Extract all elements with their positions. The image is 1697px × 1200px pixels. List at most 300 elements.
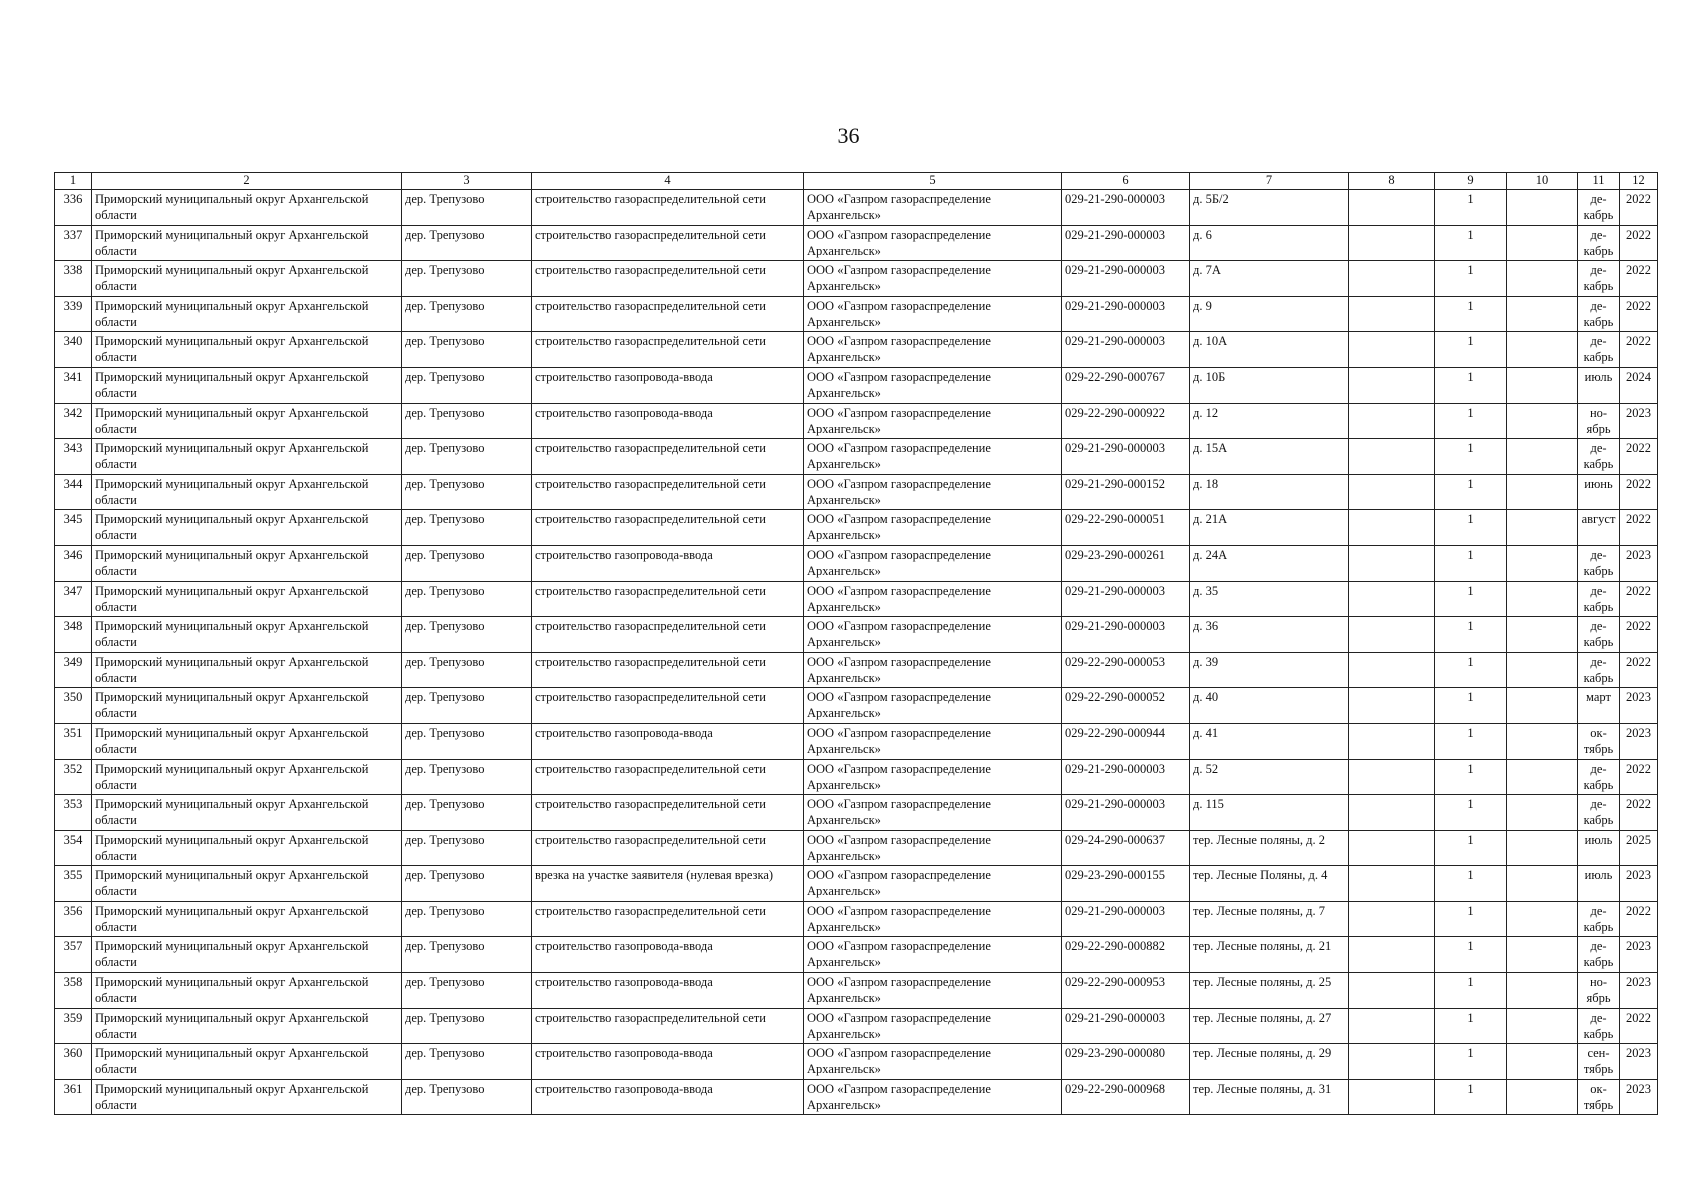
table-body [55, 190, 1658, 1115]
work-type-cell: строительство газопровода-ввода [532, 403, 804, 439]
table-row [55, 901, 1658, 937]
column-header: 8 [1349, 173, 1435, 190]
organization-cell: ООО «Газпром газораспределение Архангельск» [804, 617, 1062, 653]
empty-cell [1349, 332, 1435, 368]
district-cell: Приморский муниципальный округ Архангельской области [92, 225, 402, 261]
empty-cell [1349, 474, 1435, 510]
empty-cell [1349, 261, 1435, 297]
address-cell: тер. Лесные поляны, д. 31 [1190, 1079, 1349, 1115]
row-number: 352 [55, 759, 92, 795]
year-cell: 2022 [1620, 474, 1658, 510]
quantity-cell: 1 [1435, 1044, 1507, 1080]
organization-cell: ООО «Газпром газораспределение Архангельск» [804, 474, 1062, 510]
permit-number-cell: 029-23-290-000080 [1062, 1044, 1190, 1080]
year-cell: 2022 [1620, 332, 1658, 368]
district-cell: Приморский муниципальный округ Архангельской области [92, 937, 402, 973]
row-number: 348 [55, 617, 92, 653]
settlement-cell: дер. Трепузово [402, 225, 532, 261]
settlement-cell: дер. Трепузово [402, 332, 532, 368]
empty-cell [1507, 1079, 1578, 1115]
row-number: 339 [55, 296, 92, 332]
work-type-cell: строительство газораспределительной сети [532, 688, 804, 724]
year-cell: 2023 [1620, 723, 1658, 759]
quantity-cell: 1 [1435, 474, 1507, 510]
quantity-cell: 1 [1435, 581, 1507, 617]
month-cell: де-кабрь [1578, 190, 1620, 226]
year-cell: 2023 [1620, 688, 1658, 724]
empty-cell [1507, 296, 1578, 332]
month-cell: де-кабрь [1578, 581, 1620, 617]
organization-cell: ООО «Газпром газораспределение Архангельск» [804, 296, 1062, 332]
table-row [55, 545, 1658, 581]
row-number: 341 [55, 367, 92, 403]
quantity-cell: 1 [1435, 688, 1507, 724]
year-cell: 2023 [1620, 937, 1658, 973]
district-cell: Приморский муниципальный округ Архангельской области [92, 190, 402, 226]
permit-number-cell: 029-21-290-000003 [1062, 617, 1190, 653]
column-header: 6 [1062, 173, 1190, 190]
row-number: 354 [55, 830, 92, 866]
year-cell: 2023 [1620, 1044, 1658, 1080]
district-cell: Приморский муниципальный округ Архангельской области [92, 439, 402, 475]
district-cell: Приморский муниципальный округ Архангельской области [92, 830, 402, 866]
row-number: 359 [55, 1008, 92, 1044]
table-row [55, 652, 1658, 688]
work-type-cell: строительство газораспределительной сети [532, 261, 804, 297]
year-cell: 2022 [1620, 652, 1658, 688]
settlement-cell: дер. Трепузово [402, 759, 532, 795]
row-number: 347 [55, 581, 92, 617]
month-cell: ок-тябрь [1578, 723, 1620, 759]
work-type-cell: строительство газораспределительной сети [532, 617, 804, 653]
work-type-cell: строительство газораспределительной сети [532, 439, 804, 475]
quantity-cell: 1 [1435, 332, 1507, 368]
empty-cell [1349, 367, 1435, 403]
year-cell: 2022 [1620, 296, 1658, 332]
organization-cell: ООО «Газпром газораспределение Архангельск» [804, 688, 1062, 724]
permit-number-cell: 029-21-290-000003 [1062, 901, 1190, 937]
work-type-cell: строительство газопровода-ввода [532, 723, 804, 759]
work-type-cell: строительство газораспределительной сети [532, 510, 804, 546]
work-type-cell: строительство газораспределительной сети [532, 225, 804, 261]
settlement-cell: дер. Трепузово [402, 403, 532, 439]
year-cell: 2022 [1620, 190, 1658, 226]
settlement-cell: дер. Трепузово [402, 510, 532, 546]
quantity-cell: 1 [1435, 830, 1507, 866]
work-type-cell: строительство газопровода-ввода [532, 367, 804, 403]
month-cell: июль [1578, 367, 1620, 403]
empty-cell [1349, 688, 1435, 724]
work-type-cell: строительство газораспределительной сети [532, 830, 804, 866]
organization-cell: ООО «Газпром газораспределение Архангельск» [804, 795, 1062, 831]
empty-cell [1349, 581, 1435, 617]
column-header: 4 [532, 173, 804, 190]
empty-cell [1349, 830, 1435, 866]
address-cell: д. 52 [1190, 759, 1349, 795]
work-type-cell: строительство газораспределительной сети [532, 759, 804, 795]
address-cell: д. 35 [1190, 581, 1349, 617]
month-cell: де-кабрь [1578, 901, 1620, 937]
address-cell: д. 36 [1190, 617, 1349, 653]
table-row [55, 296, 1658, 332]
row-number: 358 [55, 973, 92, 1009]
empty-cell [1507, 830, 1578, 866]
year-cell: 2022 [1620, 261, 1658, 297]
empty-cell [1349, 510, 1435, 546]
district-cell: Приморский муниципальный округ Архангельской области [92, 261, 402, 297]
row-number: 342 [55, 403, 92, 439]
district-cell: Приморский муниципальный округ Архангельской области [92, 1008, 402, 1044]
work-type-cell: строительство газораспределительной сети [532, 652, 804, 688]
empty-cell [1349, 652, 1435, 688]
settlement-cell: дер. Трепузово [402, 296, 532, 332]
address-cell: д. 18 [1190, 474, 1349, 510]
address-cell: д. 15А [1190, 439, 1349, 475]
empty-cell [1349, 225, 1435, 261]
quantity-cell: 1 [1435, 866, 1507, 902]
year-cell: 2022 [1620, 510, 1658, 546]
empty-cell [1507, 723, 1578, 759]
table-row [55, 759, 1658, 795]
permit-number-cell: 029-23-290-000261 [1062, 545, 1190, 581]
month-cell: ок-тябрь [1578, 1079, 1620, 1115]
table-row [55, 617, 1658, 653]
permit-number-cell: 029-22-290-000052 [1062, 688, 1190, 724]
row-number: 353 [55, 795, 92, 831]
settlement-cell: дер. Трепузово [402, 652, 532, 688]
quantity-cell: 1 [1435, 617, 1507, 653]
table-row [55, 439, 1658, 475]
address-cell: д. 39 [1190, 652, 1349, 688]
column-header: 7 [1190, 173, 1349, 190]
organization-cell: ООО «Газпром газораспределение Архангельск» [804, 225, 1062, 261]
permit-number-cell: 029-21-290-000003 [1062, 795, 1190, 831]
organization-cell: ООО «Газпром газораспределение Архангельск» [804, 403, 1062, 439]
empty-cell [1349, 1079, 1435, 1115]
settlement-cell: дер. Трепузово [402, 261, 532, 297]
column-header: 9 [1435, 173, 1507, 190]
settlement-cell: дер. Трепузово [402, 830, 532, 866]
settlement-cell: дер. Трепузово [402, 439, 532, 475]
work-type-cell: строительство газораспределительной сети [532, 190, 804, 226]
organization-cell: ООО «Газпром газораспределение Архангельск» [804, 759, 1062, 795]
empty-cell [1349, 795, 1435, 831]
table-row [55, 403, 1658, 439]
row-number: 338 [55, 261, 92, 297]
permit-number-cell: 029-22-290-000053 [1062, 652, 1190, 688]
address-cell: д. 7А [1190, 261, 1349, 297]
empty-cell [1349, 190, 1435, 226]
row-number: 349 [55, 652, 92, 688]
column-header: 3 [402, 173, 532, 190]
district-cell: Приморский муниципальный округ Архангельской области [92, 367, 402, 403]
work-type-cell: врезка на участке заявителя (нулевая врезка) [532, 866, 804, 902]
empty-cell [1349, 617, 1435, 653]
address-cell: д. 10Б [1190, 367, 1349, 403]
year-cell: 2025 [1620, 830, 1658, 866]
work-type-cell: строительство газораспределительной сети [532, 296, 804, 332]
row-number: 350 [55, 688, 92, 724]
quantity-cell: 1 [1435, 652, 1507, 688]
district-cell: Приморский муниципальный округ Архангельской области [92, 617, 402, 653]
settlement-cell: дер. Трепузово [402, 1044, 532, 1080]
row-number: 356 [55, 901, 92, 937]
organization-cell: ООО «Газпром газораспределение Архангельск» [804, 1079, 1062, 1115]
permit-number-cell: 029-21-290-000003 [1062, 1008, 1190, 1044]
year-cell: 2022 [1620, 901, 1658, 937]
empty-cell [1507, 261, 1578, 297]
district-cell: Приморский муниципальный округ Архангельской области [92, 901, 402, 937]
settlement-cell: дер. Трепузово [402, 545, 532, 581]
quantity-cell: 1 [1435, 937, 1507, 973]
settlement-cell: дер. Трепузово [402, 617, 532, 653]
district-cell: Приморский муниципальный округ Архангельской области [92, 759, 402, 795]
permit-number-cell: 029-22-290-000882 [1062, 937, 1190, 973]
year-cell: 2023 [1620, 1079, 1658, 1115]
permit-number-cell: 029-21-290-000003 [1062, 225, 1190, 261]
row-number: 344 [55, 474, 92, 510]
organization-cell: ООО «Газпром газораспределение Архангельск» [804, 367, 1062, 403]
column-header: 1 [55, 173, 92, 190]
empty-cell [1349, 1008, 1435, 1044]
year-cell: 2023 [1620, 545, 1658, 581]
row-number: 360 [55, 1044, 92, 1080]
month-cell: август [1578, 510, 1620, 546]
year-cell: 2022 [1620, 1008, 1658, 1044]
empty-cell [1349, 1044, 1435, 1080]
month-cell: де-кабрь [1578, 225, 1620, 261]
work-type-cell: строительство газораспределительной сети [532, 581, 804, 617]
empty-cell [1507, 901, 1578, 937]
permit-number-cell: 029-21-290-000003 [1062, 190, 1190, 226]
work-type-cell: строительство газораспределительной сети [532, 795, 804, 831]
row-number: 357 [55, 937, 92, 973]
empty-cell [1507, 1044, 1578, 1080]
month-cell: июнь [1578, 474, 1620, 510]
settlement-cell: дер. Трепузово [402, 795, 532, 831]
empty-cell [1507, 332, 1578, 368]
month-cell: де-кабрь [1578, 937, 1620, 973]
month-cell: март [1578, 688, 1620, 724]
empty-cell [1349, 973, 1435, 1009]
address-cell: тер. Лесные поляны, д. 21 [1190, 937, 1349, 973]
settlement-cell: дер. Трепузово [402, 723, 532, 759]
organization-cell: ООО «Газпром газораспределение Архангельск» [804, 510, 1062, 546]
permit-number-cell: 029-21-290-000003 [1062, 332, 1190, 368]
month-cell: де-кабрь [1578, 332, 1620, 368]
organization-cell: ООО «Газпром газораспределение Архангельск» [804, 439, 1062, 475]
register-table [54, 172, 1658, 1115]
work-type-cell: строительство газораспределительной сети [532, 332, 804, 368]
quantity-cell: 1 [1435, 439, 1507, 475]
column-header: 10 [1507, 173, 1578, 190]
table-row [55, 261, 1658, 297]
settlement-cell: дер. Трепузово [402, 1008, 532, 1044]
empty-cell [1507, 973, 1578, 1009]
quantity-cell: 1 [1435, 510, 1507, 546]
address-cell: тер. Лесные поляны, д. 29 [1190, 1044, 1349, 1080]
organization-cell: ООО «Газпром газораспределение Архангельск» [804, 1008, 1062, 1044]
district-cell: Приморский муниципальный округ Архангельской области [92, 581, 402, 617]
permit-number-cell: 029-22-290-000968 [1062, 1079, 1190, 1115]
permit-number-cell: 029-21-290-000003 [1062, 261, 1190, 297]
table-row [55, 474, 1658, 510]
empty-cell [1349, 439, 1435, 475]
row-number: 337 [55, 225, 92, 261]
organization-cell: ООО «Газпром газораспределение Архангельск» [804, 830, 1062, 866]
district-cell: Приморский муниципальный округ Архангельской области [92, 866, 402, 902]
settlement-cell: дер. Трепузово [402, 367, 532, 403]
permit-number-cell: 029-21-290-000003 [1062, 759, 1190, 795]
permit-number-cell: 029-21-290-000152 [1062, 474, 1190, 510]
table-row [55, 973, 1658, 1009]
address-cell: д. 21А [1190, 510, 1349, 546]
permit-number-cell: 029-21-290-000003 [1062, 439, 1190, 475]
district-cell: Приморский муниципальный округ Архангельской области [92, 1044, 402, 1080]
settlement-cell: дер. Трепузово [402, 1079, 532, 1115]
empty-cell [1507, 225, 1578, 261]
empty-cell [1507, 474, 1578, 510]
permit-number-cell: 029-22-290-000944 [1062, 723, 1190, 759]
settlement-cell: дер. Трепузово [402, 581, 532, 617]
empty-cell [1507, 652, 1578, 688]
empty-cell [1507, 866, 1578, 902]
quantity-cell: 1 [1435, 795, 1507, 831]
quantity-cell: 1 [1435, 403, 1507, 439]
table-row [55, 937, 1658, 973]
table-row [55, 1079, 1658, 1115]
address-cell: д. 12 [1190, 403, 1349, 439]
table-row [55, 866, 1658, 902]
row-number: 345 [55, 510, 92, 546]
table-row [55, 723, 1658, 759]
month-cell: де-кабрь [1578, 296, 1620, 332]
empty-cell [1507, 937, 1578, 973]
address-cell: тер. Лесные поляны, д. 27 [1190, 1008, 1349, 1044]
table-row [55, 510, 1658, 546]
table-row [55, 367, 1658, 403]
empty-cell [1349, 759, 1435, 795]
address-cell: д. 9 [1190, 296, 1349, 332]
year-cell: 2022 [1620, 617, 1658, 653]
empty-cell [1349, 866, 1435, 902]
row-number: 351 [55, 723, 92, 759]
district-cell: Приморский муниципальный округ Архангельской области [92, 1079, 402, 1115]
empty-cell [1507, 688, 1578, 724]
permit-number-cell: 029-21-290-000003 [1062, 296, 1190, 332]
empty-cell [1349, 403, 1435, 439]
permit-number-cell: 029-24-290-000637 [1062, 830, 1190, 866]
address-cell: д. 40 [1190, 688, 1349, 724]
address-cell: тер. Лесные поляны, д. 25 [1190, 973, 1349, 1009]
settlement-cell: дер. Трепузово [402, 474, 532, 510]
page-number: 36 [837, 123, 860, 148]
row-number: 361 [55, 1079, 92, 1115]
organization-cell: ООО «Газпром газораспределение Архангельск» [804, 866, 1062, 902]
quantity-cell: 1 [1435, 759, 1507, 795]
address-cell: тер. Лесные поляны, д. 7 [1190, 901, 1349, 937]
month-cell: де-кабрь [1578, 439, 1620, 475]
address-cell: д. 5Б/2 [1190, 190, 1349, 226]
settlement-cell: дер. Трепузово [402, 901, 532, 937]
year-cell: 2024 [1620, 367, 1658, 403]
header-row [55, 173, 1658, 190]
quantity-cell: 1 [1435, 1079, 1507, 1115]
column-header: 11 [1578, 173, 1620, 190]
address-cell: тер. Лесные Поляны, д. 4 [1190, 866, 1349, 902]
row-number: 343 [55, 439, 92, 475]
month-cell: но-ябрь [1578, 403, 1620, 439]
row-number: 346 [55, 545, 92, 581]
work-type-cell: строительство газопровода-ввода [532, 973, 804, 1009]
empty-cell [1507, 367, 1578, 403]
permit-number-cell: 029-22-290-000953 [1062, 973, 1190, 1009]
work-type-cell: строительство газопровода-ввода [532, 1044, 804, 1080]
table-row [55, 688, 1658, 724]
month-cell: де-кабрь [1578, 545, 1620, 581]
month-cell: де-кабрь [1578, 617, 1620, 653]
quantity-cell: 1 [1435, 367, 1507, 403]
year-cell: 2023 [1620, 403, 1658, 439]
settlement-cell: дер. Трепузово [402, 866, 532, 902]
work-type-cell: строительство газораспределительной сети [532, 1008, 804, 1044]
empty-cell [1507, 759, 1578, 795]
organization-cell: ООО «Газпром газораспределение Архангельск» [804, 332, 1062, 368]
month-cell: июль [1578, 830, 1620, 866]
settlement-cell: дер. Трепузово [402, 937, 532, 973]
empty-cell [1507, 190, 1578, 226]
address-cell: д. 115 [1190, 795, 1349, 831]
address-cell: д. 6 [1190, 225, 1349, 261]
quantity-cell: 1 [1435, 901, 1507, 937]
permit-number-cell: 029-22-290-000767 [1062, 367, 1190, 403]
quantity-cell: 1 [1435, 296, 1507, 332]
quantity-cell: 1 [1435, 723, 1507, 759]
quantity-cell: 1 [1435, 225, 1507, 261]
year-cell: 2022 [1620, 581, 1658, 617]
organization-cell: ООО «Газпром газораспределение Архангельск» [804, 1044, 1062, 1080]
empty-cell [1349, 901, 1435, 937]
month-cell: де-кабрь [1578, 1008, 1620, 1044]
organization-cell: ООО «Газпром газораспределение Архангельск» [804, 261, 1062, 297]
settlement-cell: дер. Трепузово [402, 973, 532, 1009]
empty-cell [1507, 439, 1578, 475]
district-cell: Приморский муниципальный округ Архангельской области [92, 332, 402, 368]
table-row [55, 581, 1658, 617]
empty-cell [1507, 510, 1578, 546]
month-cell: де-кабрь [1578, 759, 1620, 795]
empty-cell [1349, 545, 1435, 581]
work-type-cell: строительство газопровода-ввода [532, 937, 804, 973]
month-cell: июль [1578, 866, 1620, 902]
district-cell: Приморский муниципальный округ Архангельской области [92, 403, 402, 439]
district-cell: Приморский муниципальный округ Архангельской области [92, 510, 402, 546]
address-cell: тер. Лесные поляны, д. 2 [1190, 830, 1349, 866]
column-header: 2 [92, 173, 402, 190]
district-cell: Приморский муниципальный округ Архангельской области [92, 688, 402, 724]
organization-cell: ООО «Газпром газораспределение Архангельск» [804, 652, 1062, 688]
month-cell: де-кабрь [1578, 652, 1620, 688]
empty-cell [1507, 1008, 1578, 1044]
permit-number-cell: 029-22-290-000051 [1062, 510, 1190, 546]
empty-cell [1507, 617, 1578, 653]
district-cell: Приморский муниципальный округ Архангельской области [92, 723, 402, 759]
address-cell: д. 24А [1190, 545, 1349, 581]
month-cell: сен-тябрь [1578, 1044, 1620, 1080]
year-cell: 2022 [1620, 759, 1658, 795]
row-number: 340 [55, 332, 92, 368]
month-cell: но-ябрь [1578, 973, 1620, 1009]
